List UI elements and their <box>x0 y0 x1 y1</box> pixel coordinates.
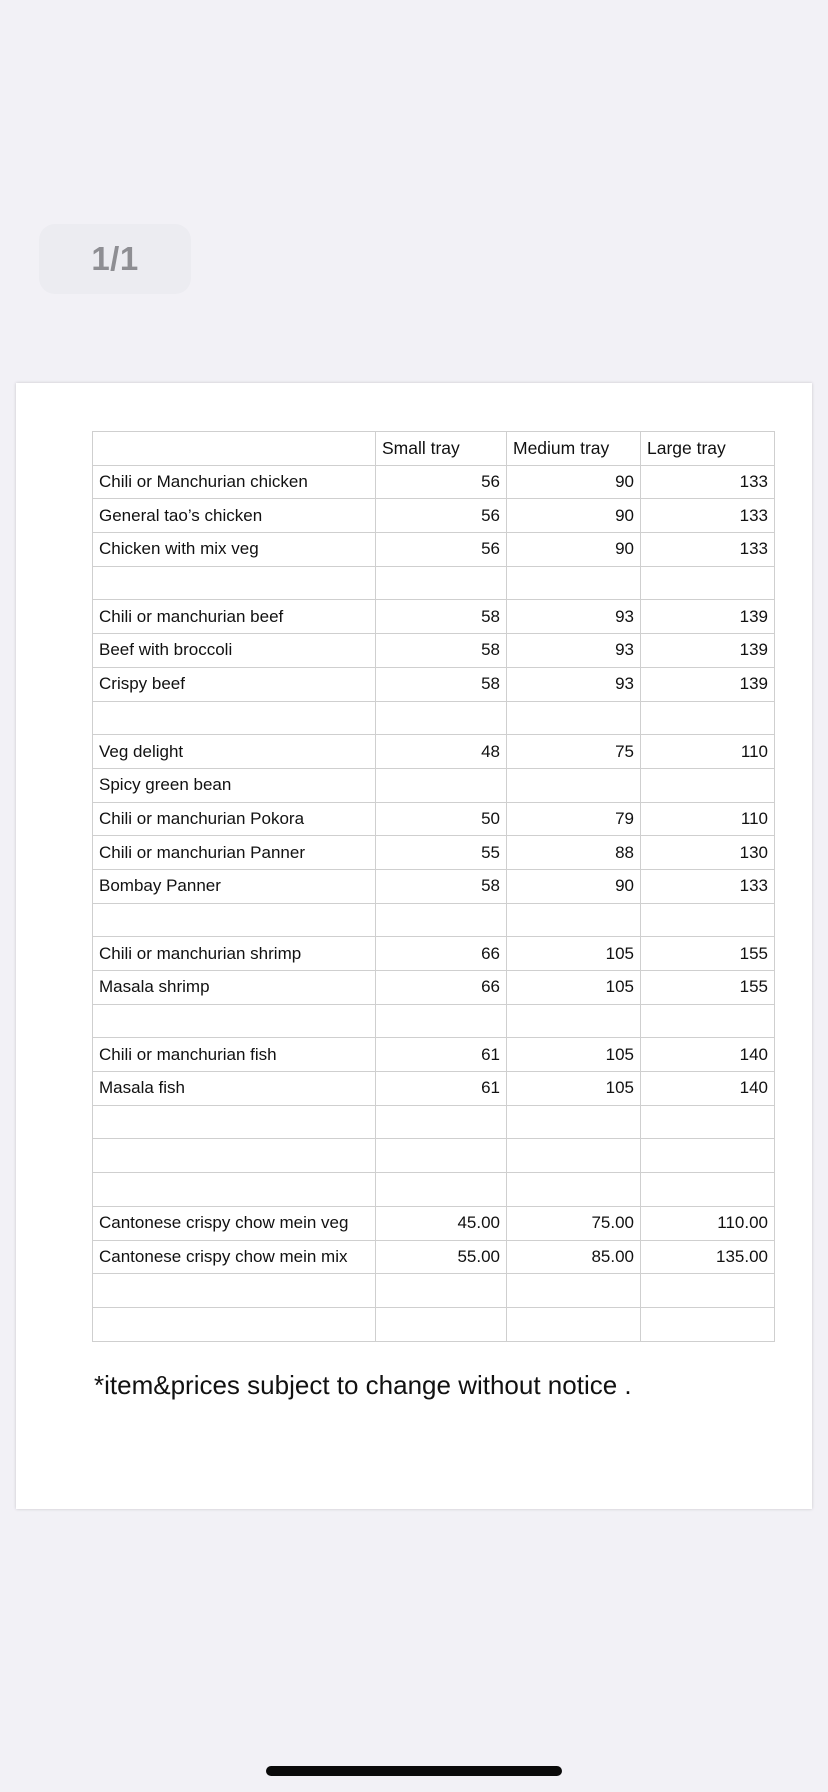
small-tray-price <box>376 768 507 802</box>
medium-tray-price <box>507 1105 641 1139</box>
table-row <box>93 836 775 870</box>
item-name <box>93 566 376 600</box>
medium-tray-price <box>507 903 641 937</box>
large-tray-price: 139 <box>641 634 775 668</box>
small-tray-price: 55.00 <box>376 1240 507 1274</box>
medium-tray-price: 105 <box>507 1038 641 1072</box>
home-indicator[interactable] <box>266 1766 562 1776</box>
small-tray-price: 58 <box>376 600 507 634</box>
large-tray-price: 135.00 <box>641 1240 775 1274</box>
medium-tray-price: 90 <box>507 533 641 567</box>
small-tray-price: 48 <box>376 735 507 769</box>
item-name <box>93 1139 376 1173</box>
small-tray-price: 56 <box>376 465 507 499</box>
table-row <box>93 465 775 499</box>
medium-tray-price: 105 <box>507 937 641 971</box>
item-name: Chili or manchurian fish <box>93 1038 376 1072</box>
small-tray-price: 56 <box>376 533 507 567</box>
large-tray-price: 133 <box>641 533 775 567</box>
item-name: Chili or manchurian Panner <box>93 836 376 870</box>
item-name: Chili or Manchurian chicken <box>93 465 376 499</box>
table-row <box>93 735 775 769</box>
small-tray-price: 61 <box>376 1038 507 1072</box>
small-tray-price <box>376 1139 507 1173</box>
header-cell-medium-tray: Medium tray <box>507 432 641 466</box>
table-row <box>93 667 775 701</box>
item-name <box>93 1004 376 1038</box>
table-row <box>93 1206 775 1240</box>
table-row <box>93 634 775 668</box>
item-name <box>93 701 376 735</box>
small-tray-price <box>376 566 507 600</box>
item-name <box>93 1173 376 1207</box>
table-row <box>93 1105 775 1139</box>
header-cell-small-tray: Small tray <box>376 432 507 466</box>
small-tray-price <box>376 1173 507 1207</box>
medium-tray-price <box>507 701 641 735</box>
table-row <box>93 937 775 971</box>
small-tray-price <box>376 1105 507 1139</box>
large-tray-price <box>641 768 775 802</box>
large-tray-price: 130 <box>641 836 775 870</box>
small-tray-price <box>376 1307 507 1341</box>
item-name <box>93 903 376 937</box>
page-indicator: 1/1 <box>39 224 191 294</box>
table-row <box>93 1173 775 1207</box>
table-row <box>93 566 775 600</box>
medium-tray-price: 105 <box>507 1072 641 1106</box>
medium-tray-price: 75.00 <box>507 1206 641 1240</box>
document-page[interactable] <box>16 383 812 1509</box>
large-tray-price: 133 <box>641 465 775 499</box>
item-name: Bombay Panner <box>93 869 376 903</box>
medium-tray-price: 85.00 <box>507 1240 641 1274</box>
table-row <box>93 499 775 533</box>
medium-tray-price <box>507 768 641 802</box>
table-row <box>93 1274 775 1308</box>
large-tray-price: 140 <box>641 1038 775 1072</box>
table-row <box>93 903 775 937</box>
table-row <box>93 869 775 903</box>
small-tray-price: 45.00 <box>376 1206 507 1240</box>
table-row <box>93 971 775 1005</box>
small-tray-price: 58 <box>376 869 507 903</box>
item-name: Cantonese crispy chow mein mix <box>93 1240 376 1274</box>
medium-tray-price: 93 <box>507 634 641 668</box>
large-tray-price <box>641 1307 775 1341</box>
price-disclaimer: *item&prices subject to change without notice . <box>94 1370 632 1400</box>
small-tray-price: 66 <box>376 971 507 1005</box>
item-name: Spicy green bean <box>93 768 376 802</box>
price-table <box>92 431 775 1342</box>
large-tray-price <box>641 1173 775 1207</box>
table-row <box>93 1307 775 1341</box>
large-tray-price: 139 <box>641 667 775 701</box>
item-name: Chili or manchurian Pokora <box>93 802 376 836</box>
large-tray-price: 110.00 <box>641 1206 775 1240</box>
small-tray-price: 58 <box>376 634 507 668</box>
small-tray-price <box>376 701 507 735</box>
medium-tray-price: 93 <box>507 667 641 701</box>
header-cell-item <box>93 432 376 466</box>
large-tray-price <box>641 1004 775 1038</box>
item-name <box>93 1274 376 1308</box>
small-tray-price <box>376 1274 507 1308</box>
item-name <box>93 1105 376 1139</box>
small-tray-price: 56 <box>376 499 507 533</box>
medium-tray-price: 93 <box>507 600 641 634</box>
item-name: Beef with broccoli <box>93 634 376 668</box>
table-row <box>93 768 775 802</box>
item-name: Cantonese crispy chow mein veg <box>93 1206 376 1240</box>
large-tray-price: 155 <box>641 937 775 971</box>
large-tray-price <box>641 1274 775 1308</box>
item-name: Masala shrimp <box>93 971 376 1005</box>
medium-tray-price <box>507 1307 641 1341</box>
large-tray-price <box>641 903 775 937</box>
medium-tray-price: 90 <box>507 465 641 499</box>
medium-tray-price: 88 <box>507 836 641 870</box>
table-row <box>93 802 775 836</box>
small-tray-price: 66 <box>376 937 507 971</box>
item-name: Veg delight <box>93 735 376 769</box>
large-tray-price: 139 <box>641 600 775 634</box>
table-row <box>93 1038 775 1072</box>
large-tray-price: 133 <box>641 869 775 903</box>
small-tray-price <box>376 903 507 937</box>
large-tray-price <box>641 566 775 600</box>
header-cell-large-tray: Large tray <box>641 432 775 466</box>
table-row <box>93 1240 775 1274</box>
medium-tray-price <box>507 1173 641 1207</box>
medium-tray-price: 75 <box>507 735 641 769</box>
medium-tray-price: 79 <box>507 802 641 836</box>
small-tray-price: 58 <box>376 667 507 701</box>
medium-tray-price <box>507 1004 641 1038</box>
medium-tray-price: 105 <box>507 971 641 1005</box>
medium-tray-price: 90 <box>507 499 641 533</box>
large-tray-price: 110 <box>641 735 775 769</box>
table-row <box>93 701 775 735</box>
small-tray-price: 50 <box>376 802 507 836</box>
medium-tray-price: 90 <box>507 869 641 903</box>
medium-tray-price <box>507 566 641 600</box>
medium-tray-price <box>507 1274 641 1308</box>
table-row <box>93 1004 775 1038</box>
small-tray-price: 55 <box>376 836 507 870</box>
item-name: Chicken with mix veg <box>93 533 376 567</box>
table-row <box>93 600 775 634</box>
item-name: Chili or manchurian beef <box>93 600 376 634</box>
large-tray-price: 140 <box>641 1072 775 1106</box>
item-name: General tao’s chicken <box>93 499 376 533</box>
table-row <box>93 1139 775 1173</box>
large-tray-price: 155 <box>641 971 775 1005</box>
small-tray-price: 61 <box>376 1072 507 1106</box>
table-row <box>93 533 775 567</box>
large-tray-price: 133 <box>641 499 775 533</box>
small-tray-price <box>376 1004 507 1038</box>
large-tray-price <box>641 701 775 735</box>
item-name: Masala fish <box>93 1072 376 1106</box>
table-header-row <box>93 432 775 466</box>
table-row <box>93 1072 775 1106</box>
large-tray-price <box>641 1105 775 1139</box>
large-tray-price: 110 <box>641 802 775 836</box>
item-name: Crispy beef <box>93 667 376 701</box>
item-name <box>93 1307 376 1341</box>
item-name: Chili or manchurian shrimp <box>93 937 376 971</box>
large-tray-price <box>641 1139 775 1173</box>
medium-tray-price <box>507 1139 641 1173</box>
